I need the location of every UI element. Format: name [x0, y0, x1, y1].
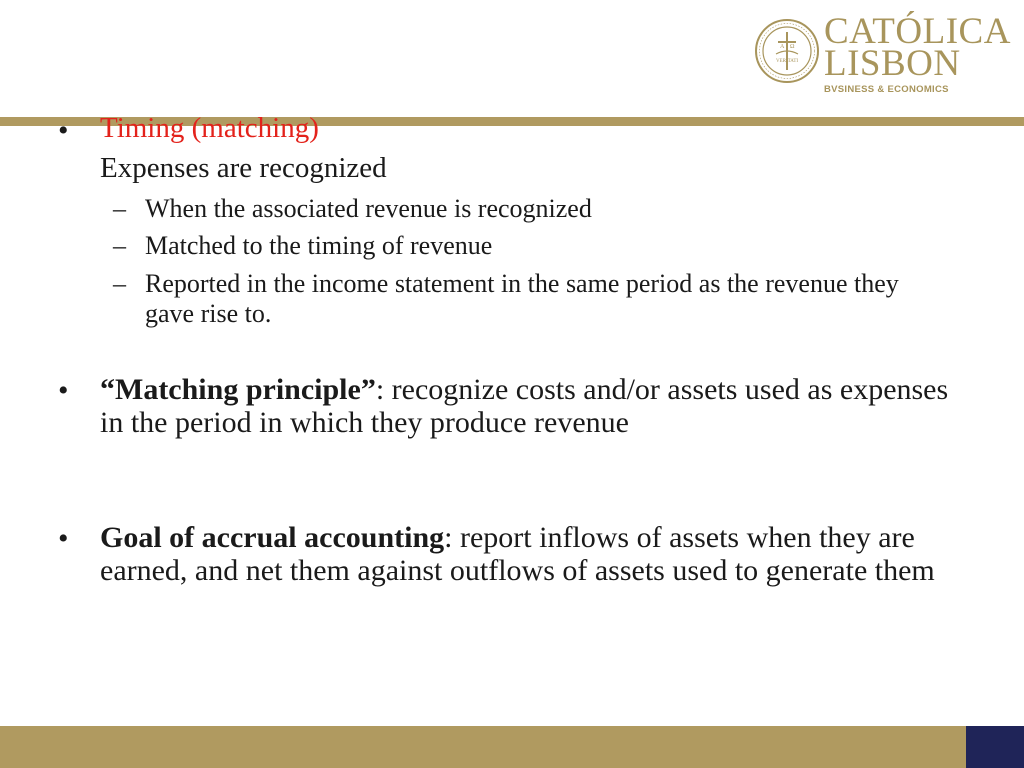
- seal-text: VERITATI: [775, 59, 799, 64]
- sub-item-2: Matched to the timing of revenue: [145, 231, 493, 260]
- logo-line-lisbon: LISBON: [824, 43, 961, 84]
- bullet-3-marker: •: [58, 522, 69, 555]
- bullet-2-rest: : recognize costs and/or assets used as expenses in the period in which they produce revenue: [100, 373, 949, 439]
- bullet-2-marker: •: [58, 374, 69, 407]
- bullet-3-rest: : report inflows of assets when they are earned, and net them against outflows of assets used to generate them: [100, 521, 935, 587]
- bullet-3-bold: Goal of accrual accounting: [100, 521, 445, 554]
- bullet-1-text: Expenses are recognized: [100, 152, 387, 184]
- bullet-1-title: Timing (matching): [100, 112, 319, 144]
- bullet-3-paragraph: [100, 521, 960, 587]
- university-seal-icon: [754, 18, 820, 84]
- bottom-gold-bar: [0, 726, 966, 768]
- logo-line-catolica: CATÓLICA: [824, 11, 1011, 52]
- sub-item-3: Reported in the income statement in the same period as the revenue they gave rise to.: [145, 269, 899, 328]
- catolica-lisbon-logo: [754, 11, 1011, 102]
- logo-line-business: BVSINESS & ECONOMICS: [824, 84, 949, 95]
- svg-text:Ω: Ω: [790, 44, 795, 50]
- sub-item-1: When the associated revenue is recognized: [145, 194, 592, 223]
- sub-3-dash: –: [113, 269, 126, 298]
- bullet-2-paragraph: [100, 373, 960, 439]
- wordmark: [824, 11, 1011, 95]
- bottom-navy-block: [966, 726, 1024, 768]
- bullet-2-bold: “Matching principle”: [100, 373, 376, 406]
- sub-2-dash: –: [113, 231, 126, 260]
- svg-text:A: A: [780, 44, 785, 50]
- sub-1-dash: –: [113, 194, 126, 223]
- bullet-1-marker: •: [58, 114, 69, 147]
